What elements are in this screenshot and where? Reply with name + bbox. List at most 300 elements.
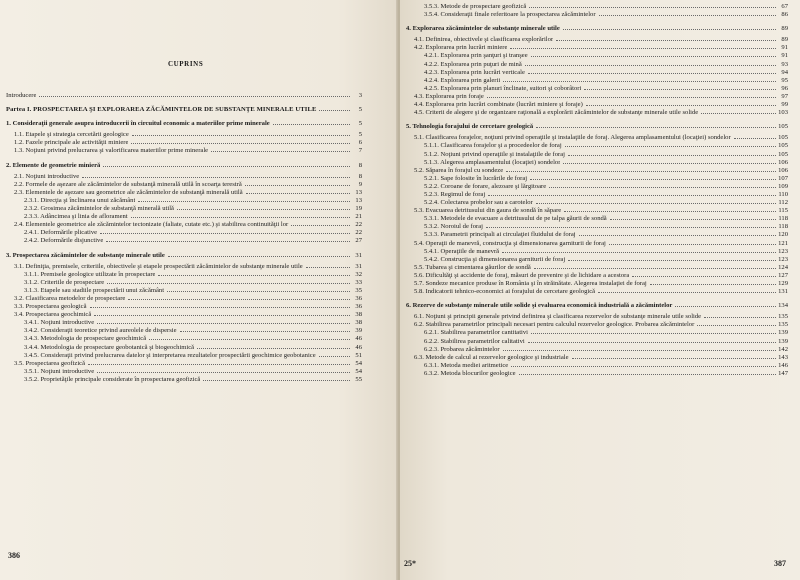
toc-entry-title: 5.2.2. Coroane de forare, alezoare şi lărgitoare <box>424 182 547 190</box>
signature-mark: 25* <box>404 559 416 568</box>
toc-entry-page: 105 <box>778 123 788 131</box>
toc-entry-title: 3.4.1. Noţiuni introductive <box>24 319 95 327</box>
toc-entry[interactable] <box>6 252 362 260</box>
toc-entry-title: 1. Consideraţii generale asupra introducerii în circuitul economic a materiilor prime minerale <box>6 120 270 128</box>
toc-entry-title: 3.1.3. Etapele sau stadiile prospectării unui zăcământ <box>24 286 165 294</box>
toc-entry[interactable] <box>406 370 788 378</box>
toc-entry-page: 51 <box>355 351 362 359</box>
toc-entry-page: 21 <box>355 213 362 221</box>
toc-leader-dots <box>180 331 350 332</box>
toc-leader-dots <box>531 333 776 334</box>
toc-entry[interactable] <box>406 207 788 215</box>
toc-entry-title: 4.1. Definirea, obiectivele şi clasificarea explorărilor <box>414 36 554 44</box>
toc-entry-page: 9 <box>358 180 362 188</box>
toc-leader-dots <box>82 177 350 178</box>
toc-entry-title: 3.5. Prospectarea geofizică <box>14 359 86 367</box>
toc-entry[interactable] <box>406 44 788 52</box>
toc-entry[interactable] <box>406 93 788 101</box>
toc-list-right <box>406 3 788 378</box>
toc-entry-page: 86 <box>781 11 788 19</box>
toc-entry-page: 32 <box>355 270 362 278</box>
toc-entry-title: 5.2.3. Regimul de foraj <box>424 190 486 198</box>
toc-leader-dots <box>598 292 776 293</box>
toc-entry-title: 5.1.2. Noţiuni privind operaţiile şi instalaţiile de foraj <box>424 150 566 158</box>
toc-leader-dots <box>531 56 776 57</box>
toc-entry-title: 4.4. Explorarea prin lucrări combinate (lucrări miniere şi foraje) <box>414 101 583 109</box>
toc-entry-title: 1.2. Fazele principale ale activităţii miniere <box>14 139 129 147</box>
toc-leader-dots <box>128 299 350 300</box>
toc-entry-page: 7 <box>358 147 362 155</box>
toc-entry-page: 127 <box>778 271 788 279</box>
toc-entry[interactable] <box>406 256 788 264</box>
toc-entry-title: 3.1.1. Premisele geologice utilizate în prospectare <box>24 270 156 278</box>
toc-entry-title: 5.3.2. Noroiul de foraj <box>424 223 483 231</box>
toc-entry-page: 139 <box>778 337 788 345</box>
toc-leader-dots <box>319 110 350 111</box>
toc-entry-page: 124 <box>778 263 788 271</box>
toc-entry-title: 5. Tehnologia forajului de cercetare geologică <box>406 123 534 131</box>
toc-entry-page: 97 <box>781 92 788 100</box>
toc-leader-dots <box>564 211 776 212</box>
toc-entry-title: 4.2. Explorarea prin lucrări miniere <box>414 44 508 52</box>
toc-entry-title: 6.2.2. Stabilirea parametrilor calitativi <box>424 337 525 345</box>
toc-leader-dots <box>39 96 350 97</box>
toc-entry[interactable] <box>406 362 788 370</box>
toc-leader-dots <box>528 73 776 74</box>
toc-entry-page: 19 <box>355 205 362 213</box>
toc-entry[interactable] <box>6 287 362 295</box>
toc-entry-page: 35 <box>355 286 362 294</box>
toc-entry-page: 105 <box>778 150 788 158</box>
toc-entry-page: 109 <box>778 182 788 190</box>
toc-entry-page: 147 <box>778 369 788 377</box>
toc-entry-page: 54 <box>355 359 362 367</box>
toc-leader-dots <box>246 193 350 194</box>
toc-leader-dots <box>103 166 350 167</box>
toc-leader-dots <box>97 323 350 324</box>
toc-entry[interactable] <box>406 240 788 248</box>
toc-entry[interactable] <box>406 231 788 239</box>
toc-leader-dots <box>506 171 776 172</box>
toc-entry-title: Introducere <box>6 92 37 99</box>
toc-entry[interactable] <box>6 139 362 147</box>
toc-entry-page: 38 <box>355 319 362 327</box>
toc-entry[interactable] <box>6 106 362 114</box>
toc-entry-page: 5 <box>358 120 362 128</box>
toc-entry[interactable] <box>6 263 362 271</box>
toc-entry-page: 46 <box>355 335 362 343</box>
toc-entry[interactable] <box>406 215 788 223</box>
toc-entry[interactable] <box>406 329 788 337</box>
toc-leader-dots <box>704 317 776 318</box>
toc-entry-title: 3.5.1. Noţiuni introductive <box>24 367 95 375</box>
left-page <box>0 0 398 580</box>
toc-entry-title: 5.3.1. Metodele de evacuare a detritusului de pe talpa găurii de sondă <box>424 215 607 223</box>
toc-entry-page: 106 <box>778 158 788 166</box>
toc-entry[interactable] <box>6 303 362 311</box>
toc-leader-dots <box>132 135 350 136</box>
toc-entry[interactable] <box>406 321 788 329</box>
toc-entry-page: 94 <box>781 68 788 76</box>
toc-leader-dots <box>572 358 776 359</box>
toc-entry-title: 2.3.1. Direcţia şi înclinarea unui zăcământ <box>24 196 136 204</box>
toc-entry-page: 93 <box>781 60 788 68</box>
toc-entry-title: 2.4. Elementele geometrice ale zăcămintelor tectonizate (faliate, cutate etc.) şi stabilirea continuităţii lor <box>14 221 289 229</box>
toc-entry-title: 3.4.4. Metodologia de prospectare geobotanică şi biogeochimică <box>24 343 195 351</box>
toc-entry-title: 6.3.1. Metoda mediei aritmetice <box>424 361 509 369</box>
toc-entry-page: 13 <box>355 188 362 196</box>
toc-leader-dots <box>610 219 776 220</box>
toc-entry[interactable] <box>6 295 362 303</box>
toc-leader-dots <box>529 7 776 8</box>
toc-leader-dots <box>168 256 350 257</box>
toc-entry[interactable] <box>6 237 362 245</box>
toc-entry[interactable] <box>6 92 362 100</box>
toc-entry-title: 6.3. Metode de calcul ai rezervelor geologice şi industriale <box>414 353 569 361</box>
toc-leader-dots <box>167 291 350 292</box>
toc-leader-dots <box>536 203 776 204</box>
toc-leader-dots <box>675 306 776 307</box>
page-number-left: 386 <box>8 551 20 560</box>
toc-entry-page: 134 <box>778 302 788 310</box>
toc-entry[interactable] <box>406 338 788 346</box>
toc-leader-dots <box>511 366 776 367</box>
toc-entry[interactable] <box>6 205 362 213</box>
toc-leader-dots <box>502 252 776 253</box>
toc-entry-title: 5.2. Săparea în forajul cu sondeze <box>414 166 504 174</box>
toc-entry-title: 4.3. Explorarea prin foraje <box>414 92 484 100</box>
toc-entry[interactable] <box>406 3 788 11</box>
toc-entry[interactable] <box>406 151 788 159</box>
toc-entry[interactable] <box>6 181 362 189</box>
toc-entry-title: 5.5. Tubarea şi cimentarea găurilor de sondă <box>414 263 531 271</box>
toc-entry[interactable] <box>406 280 788 288</box>
toc-entry-page: 106 <box>778 166 788 174</box>
toc-entry-title: 6.3.2. Metoda blocurilor geologice <box>424 369 516 377</box>
toc-entry-page: 135 <box>778 321 788 329</box>
toc-entry[interactable] <box>6 229 362 237</box>
toc-entry-title: 5.3.3. Parametrii principali ai circulaţiei fluidului de foraj <box>424 231 576 239</box>
toc-leader-dots <box>291 225 350 226</box>
toc-entry[interactable] <box>406 123 788 131</box>
toc-leader-dots <box>599 15 776 16</box>
toc-entry[interactable] <box>406 134 788 142</box>
toc-entry-page: 67 <box>781 3 788 10</box>
toc-leader-dots <box>203 380 350 381</box>
toc-entry-page: 129 <box>778 280 788 287</box>
toc-entry-page: 46 <box>355 343 362 351</box>
toc-entry[interactable] <box>406 101 788 109</box>
toc-entry-page: 39 <box>355 327 362 335</box>
toc-entry[interactable] <box>406 69 788 77</box>
toc-entry[interactable] <box>6 368 362 376</box>
toc-leader-dots <box>563 29 776 30</box>
toc-entry[interactable] <box>406 61 788 69</box>
toc-entry-title: 2.1. Noţiuni introductive <box>14 172 80 180</box>
toc-leader-dots <box>273 124 350 125</box>
toc-entry[interactable] <box>406 346 788 354</box>
toc-entry-page: 36 <box>355 303 362 311</box>
toc-leader-dots <box>106 241 350 242</box>
toc-entry[interactable] <box>6 327 362 335</box>
toc-entry[interactable] <box>6 319 362 327</box>
toc-leader-dots <box>525 65 776 66</box>
toc-entry[interactable] <box>406 167 788 175</box>
toc-leader-dots <box>530 179 776 180</box>
toc-entry-title: 3.5.3. Metode de prospectare geofizică <box>424 3 527 10</box>
toc-entry-title: 4.5. Criterii de alegere şi de organizare raţională a explorării zăcămintelor de substanţe minerale utile solide <box>414 109 699 117</box>
toc-entry[interactable] <box>6 271 362 279</box>
toc-entry-title: 2.2. Formele de aşezare ale zăcămintelor de substanţă minerală utilă în scoarţa terestră <box>14 180 242 188</box>
toc-entry[interactable] <box>6 162 362 170</box>
toc-leader-dots <box>510 48 776 49</box>
toc-entry-title: 5.4. Operaţii de manevră, construcţia şi dimensionarea garniturii de foraj <box>414 239 606 247</box>
toc-entry[interactable] <box>6 213 362 221</box>
toc-entry-title: 5.1. Clasificarea forajelor, noţiuni privind operaţiile şi instalaţiile de foraj. Alegerea amplasamentului (locaţiei) sondelor <box>414 134 731 142</box>
toc-leader-dots <box>149 339 350 340</box>
toc-leader-dots <box>97 372 350 373</box>
toc-entry-page: 143 <box>778 353 788 361</box>
toc-entry-title: 1.1. Etapele şi strategia cercetării geologice <box>14 131 129 139</box>
toc-entry-page: 89 <box>781 25 788 33</box>
toc-entry-page: 8 <box>358 161 362 169</box>
toc-entry[interactable] <box>406 264 788 272</box>
toc-entry-title: 2.4.1. Deformările plicative <box>24 229 98 237</box>
toc-entry-title: 5.7. Sondeze mecanice produse în România şi în străinătate. Alegerea instalaţiei de foraj <box>414 280 647 287</box>
toc-leader-dots <box>568 155 776 156</box>
toc-entry[interactable] <box>6 147 362 155</box>
toc-leader-dots <box>549 187 776 188</box>
toc-entry[interactable] <box>6 360 362 368</box>
toc-leader-dots <box>131 143 350 144</box>
toc-leader-dots <box>177 209 350 210</box>
toc-entry-title: 3.4.5. Consideraţii privind prelucrarea datelor şi interpretarea rezultatelor prospectării geochimice geobotanice <box>24 351 316 359</box>
toc-entry[interactable] <box>6 352 362 360</box>
toc-entry[interactable] <box>406 248 788 256</box>
toc-list-left <box>6 92 362 384</box>
toc-leader-dots <box>90 307 350 308</box>
toc-leader-dots <box>650 284 776 285</box>
toc-leader-dots <box>579 235 776 236</box>
toc-entry-page: 146 <box>778 361 788 369</box>
toc-entry[interactable] <box>406 313 788 321</box>
toc-entry-title: 5.6. Dificultăţi şi accidente de foraj, măsuri de prevenire şi de lichidare a acestora <box>414 271 630 279</box>
toc-entry-page: 31 <box>355 262 362 270</box>
toc-entry[interactable] <box>6 311 362 319</box>
toc-entry[interactable] <box>6 197 362 205</box>
toc-entry[interactable] <box>6 335 362 343</box>
toc-leader-dots <box>701 113 776 114</box>
toc-entry[interactable] <box>406 85 788 93</box>
toc-entry-title: 2.3.3. Adâncimea şi linia de aflorament <box>24 213 128 221</box>
toc-entry-page: 91 <box>781 44 788 52</box>
toc-leader-dots <box>632 276 776 277</box>
toc-leader-dots <box>88 364 350 365</box>
toc-entry-page: 27 <box>355 237 362 245</box>
toc-entry-title: 3.1.2. Criteriile de prospectare <box>24 278 105 286</box>
toc-leader-dots <box>138 201 350 202</box>
toc-entry[interactable] <box>406 25 788 33</box>
toc-entry[interactable] <box>406 11 788 19</box>
toc-entry-page: 103 <box>778 109 788 117</box>
toc-entry[interactable] <box>6 221 362 229</box>
toc-entry-page: 107 <box>778 174 788 182</box>
toc-entry-title: 5.2.4. Colectarea probelor sau a carotelor <box>424 199 533 207</box>
toc-entry[interactable] <box>406 175 788 183</box>
toc-entry-title: Partea I. PROSPECTAREA ŞI EXPLORAREA ZĂCĂMINTELOR DE SUBSTANŢE MINERALE UTILE <box>6 106 317 114</box>
toc-entry-title: 3.5.4. Consideraţii finale referitoare la prospectarea zăcămintelor <box>424 11 596 19</box>
toc-entry-page: 123 <box>778 247 788 255</box>
toc-entry-title: 4.2.5. Explorarea prin planuri înclinate, suitori şi coborâtori <box>424 84 582 92</box>
toc-entry[interactable] <box>6 189 362 197</box>
toc-leader-dots <box>568 260 776 261</box>
toc-leader-dots <box>306 267 350 268</box>
toc-entry-page: 38 <box>355 311 362 319</box>
toc-entry[interactable] <box>6 279 362 287</box>
toc-entry-title: 5.1.1. Clasificarea forajelor şi a procedeelor de foraj <box>424 142 562 150</box>
toc-entry-page: 91 <box>781 52 788 60</box>
toc-entry-title: 5.1.3. Alegerea amplasamentului (locaţiei) sondelor <box>424 158 561 166</box>
toc-entry-page: 55 <box>355 375 362 383</box>
toc-entry-title: 4.2.2. Explorarea prin puţuri de mină <box>424 60 522 68</box>
toc-entry-page: 99 <box>781 101 788 109</box>
toc-entry-title: 3.1. Definiţia, premisele, criteriile, obiectivele şi etapele prospectării zăcămintelor de substanţe minerale utile <box>14 262 303 270</box>
toc-leader-dots <box>519 374 776 375</box>
right-page <box>400 0 800 580</box>
toc-leader-dots <box>565 146 776 147</box>
toc-leader-dots <box>94 315 350 316</box>
toc-entry-title: 1.3. Noţiuni privind prelucrarea şi valorificarea materiilor prime minerale <box>14 147 209 155</box>
toc-leader-dots <box>158 275 350 276</box>
page-number-right: 387 <box>774 559 786 568</box>
toc-leader-dots <box>528 342 776 343</box>
toc-leader-dots <box>100 233 350 234</box>
toc-entry-page: 105 <box>778 142 788 150</box>
toc-entry-page: 22 <box>355 221 362 229</box>
toc-entry-title: 5.4.2. Construcţia şi dimensionarea garniturii de foraj <box>424 255 566 263</box>
toc-entry-page: 110 <box>778 190 788 198</box>
toc-entry-title: 4.2.4. Explorarea prin galerii <box>424 76 501 84</box>
toc-entry-title: 4. Explorarea zăcămintelor de substanţe minerale utile <box>406 25 560 33</box>
toc-leader-dots <box>488 195 776 196</box>
toc-entry-page: 135 <box>778 313 788 321</box>
toc-entry-page: 54 <box>355 367 362 375</box>
toc-entry-title: 6.2.3. Probarea zăcămintelor <box>424 345 500 353</box>
toc-leader-dots <box>563 163 776 164</box>
toc-entry[interactable] <box>406 109 788 117</box>
toc-entry-page: 95 <box>781 76 788 84</box>
toc-leader-dots <box>319 356 350 357</box>
toc-entry-title: 3.4.3. Metodologia de prospectare geochimică <box>24 335 147 343</box>
toc-entry-page: 13 <box>355 196 362 204</box>
toc-entry-page: 22 <box>355 229 362 237</box>
toc-entry-page: 96 <box>781 84 788 92</box>
toc-leader-dots <box>486 227 776 228</box>
toc-entry[interactable] <box>406 272 788 280</box>
toc-entry-title: 6.2.1. Stabilirea parametrilor cantitativi <box>424 329 528 337</box>
toc-leader-dots <box>131 217 350 218</box>
toc-leader-dots <box>536 127 776 128</box>
toc-entry-title: 6.2. Stabilirea parametrilor principali necesari pentru calculul rezervelor geologice. Probarea zăcămintelor <box>414 321 695 329</box>
toc-entry-page: 31 <box>355 251 362 259</box>
toc-entry-page: 121 <box>778 239 788 247</box>
toc-leader-dots <box>245 185 350 186</box>
toc-entry-page: 6 <box>358 139 362 147</box>
toc-entry-title: 3.4. Prospectarea geochimică <box>14 311 92 319</box>
toc-entry-page: 89 <box>781 36 788 44</box>
toc-leader-dots <box>556 40 776 41</box>
toc-entry-title: 3.2. Clasificarea metodelor de prospectare <box>14 294 126 302</box>
toc-entry[interactable] <box>406 191 788 199</box>
toc-leader-dots <box>107 283 350 284</box>
toc-entry-page: 120 <box>778 231 788 239</box>
toc-entry[interactable] <box>406 52 788 60</box>
toc-entry-title: 3.3. Prospectarea geologică <box>14 303 87 311</box>
toc-entry-title: 6. Rezerve de substanţe minerale utile solide şi evaluarea economică industrială a zăcămintelor <box>406 302 673 310</box>
toc-entry-page: 36 <box>355 294 362 302</box>
toc-entry[interactable] <box>406 159 788 167</box>
toc-entry[interactable] <box>406 223 788 231</box>
toc-entry[interactable] <box>6 131 362 139</box>
toc-entry-title: 2.3.2. Grosimea zăcămintelor de substanţă minerală utilă <box>24 205 174 213</box>
toc-entry[interactable] <box>6 120 362 128</box>
toc-entry-title: 5.8. Indicatorii tehnico-economici ai forajului de cercetare geologică <box>414 288 596 296</box>
toc-entry[interactable] <box>406 77 788 85</box>
toc-entry-page: 105 <box>778 134 788 142</box>
toc-leader-dots <box>197 348 350 349</box>
toc-entry-page: 3 <box>358 92 362 99</box>
toc-entry-page: 112 <box>778 199 788 207</box>
toc-entry-page: 33 <box>355 278 362 286</box>
toc-entry-title: 4.2.3. Explorarea prin lucrări verticale <box>424 68 525 76</box>
toc-entry[interactable] <box>406 288 788 296</box>
toc-entry[interactable] <box>406 302 788 310</box>
toc-leader-dots <box>503 81 776 82</box>
toc-entry[interactable] <box>406 183 788 191</box>
toc-entry-title: 5.2.1. Sape folosite în lucrările de foraj <box>424 174 528 182</box>
toc-leader-dots <box>534 268 776 269</box>
toc-entry[interactable] <box>406 199 788 207</box>
toc-entry-page: 118 <box>778 223 788 231</box>
toc-entry-page: 5 <box>358 131 362 139</box>
toc-entry[interactable] <box>6 376 362 384</box>
toc-entry[interactable] <box>406 36 788 44</box>
toc-entry[interactable] <box>406 142 788 150</box>
toc-entry[interactable] <box>6 173 362 181</box>
toc-entry-page: 139 <box>778 329 788 337</box>
toc-entry-title: 2.4.2. Deformările disjunctive <box>24 237 104 245</box>
toc-leader-dots <box>734 138 776 139</box>
toc-entry-title: 6.1. Noţiuni şi principii generale privind definirea şi clasificarea rezervelor de substanţe minerale utile solide <box>414 313 702 321</box>
toc-leader-dots <box>487 97 776 98</box>
toc-entry-page: 123 <box>778 255 788 263</box>
toc-entry-page: 5 <box>358 106 362 114</box>
toc-entry-page: 8 <box>358 172 362 180</box>
toc-leader-dots <box>503 350 776 351</box>
toc-entry[interactable] <box>406 354 788 362</box>
toc-entry-title: 2.3. Elementele de aşezare sau geometrice ale zăcămintelor de substanţă minerală utilă <box>14 188 243 196</box>
toc-entry-title: 2. Elemente de geometrie minieră <box>6 161 101 169</box>
toc-leader-dots <box>609 244 776 245</box>
toc-entry-page: 115 <box>778 207 788 215</box>
toc-entry-title: 3. Prospectarea zăcămintelor de substanţe minerale utile <box>6 251 165 259</box>
toc-entry-title: 5.3. Evacuarea detritusului din gaura de sondă în săpare <box>414 207 562 215</box>
toc-entry-title: 4.2.1. Explorarea prin şanţuri şi tranşee <box>424 52 528 60</box>
toc-leader-dots <box>211 151 350 152</box>
toc-entry-page: 142 <box>778 345 788 353</box>
toc-entry[interactable] <box>6 344 362 352</box>
toc-entry-title: 5.4.1. Operaţiile de manevră <box>424 247 500 255</box>
